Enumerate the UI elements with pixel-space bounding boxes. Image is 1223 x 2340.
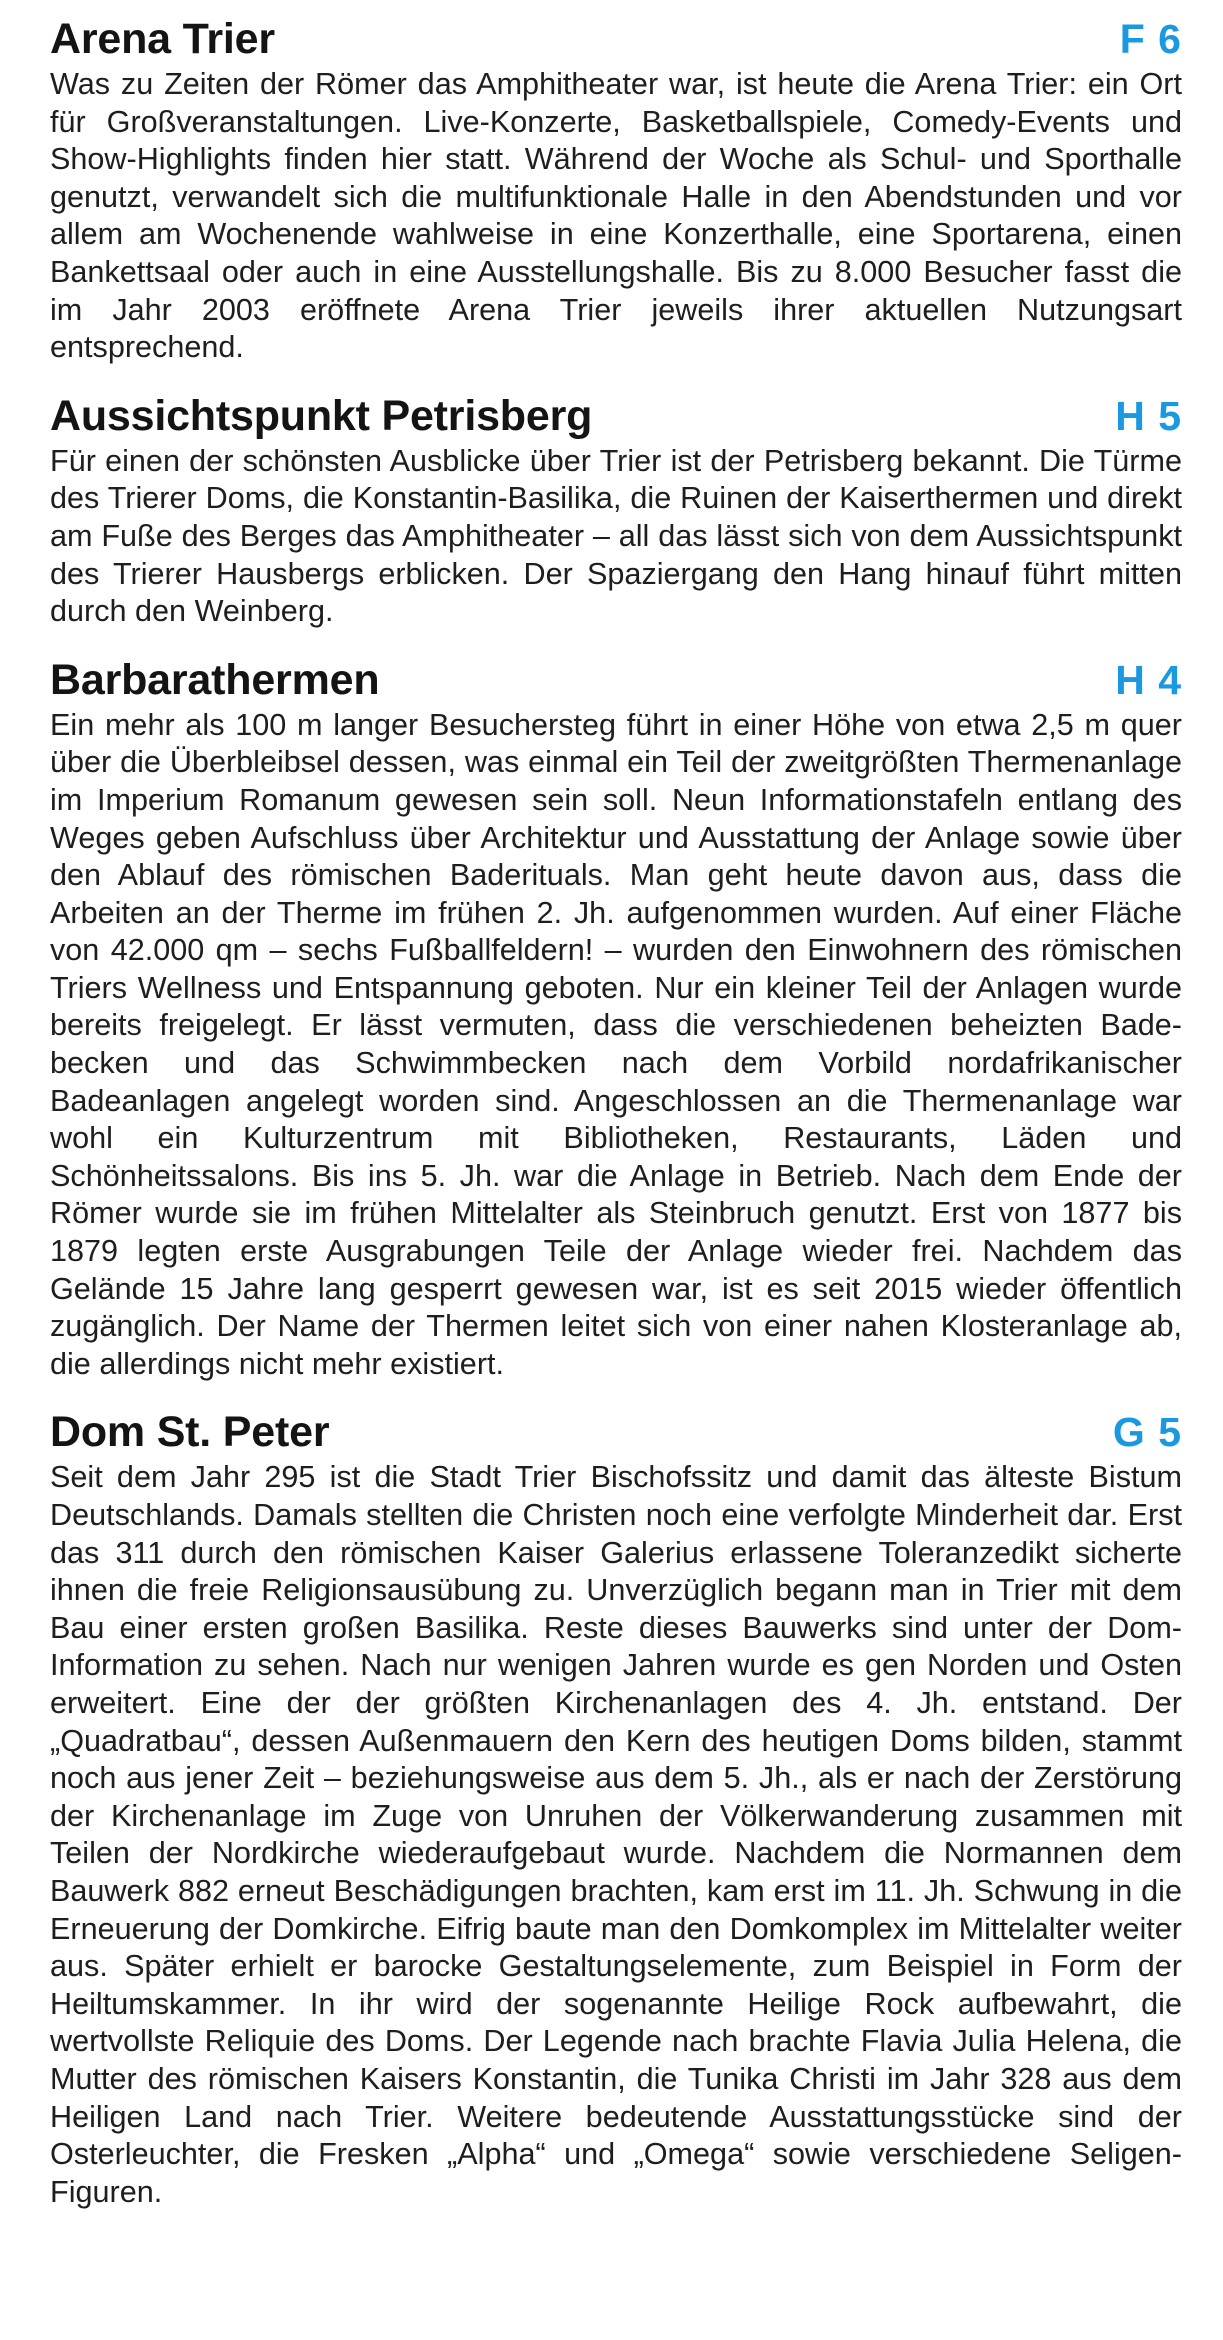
entry-description: Ein mehr als 100 m langer Besuchersteg führt in einer Höhe von etwa 2,5 m quer über die Überbleibsel dessen, was einmal ein Teil der zweitgrößten Thermenanlage im Imperium Romanum gewesen sein soll. Neun Informationstafeln entlang des Weges geben Aufschluss über Architektur und Ausstattung der Anlage sowie über den Ablauf des römischen Baderituals. Man geht heute davon aus, dass die Arbeiten an der Therme im frühen 2. Jh. aufgenommen wurden. Auf einer Fläche von 42.000 qm – sechs Fußballfeldern! – wurden den Einwohnern des römischen Triers Wellness und Entspannung geboten. Nur ein kleiner Teil der Anlagen wurde bereits freigelegt. Er lässt vermuten, dass die verschiedenen beheizten Badebecken und das Schwimmbecken nach dem Vorbild nordafrikanischer Badeanlagen angelegt worden sind. Angeschlossen an die Thermenanlage war wohl ein Kulturzentrum mit Bibliotheken, Restaurants, Läden und Schönheitssalons. Bis ins 5. Jh. war die Anlage in Betrieb. Nach dem Ende der Römer wurde sie im frühen Mittelalter als Steinbruch genutzt. Erst von 1877 bis 1879 legten erste Ausgrabungen Teile der Anlage wieder frei. Nachdem das Gelände 15 Jahre lang gesperrt gewesen war, ist es seit 2015 wieder öffentlich zugänglich. Der Name der Thermen leitet sich von einer nahen Klosteranlage ab, die allerdings nicht mehr existiert. <box>50 707 1182 1381</box>
entry-aussichtspunkt-petrisberg <box>50 389 1182 631</box>
entry-barbarathermen <box>50 653 1182 1384</box>
entry-title: Barbarathermen <box>50 655 380 704</box>
map-grid-reference: G 5 <box>1112 1409 1182 1456</box>
map-grid-reference: H 5 <box>1115 392 1182 439</box>
entry-title: Aussichtspunkt Petrisberg <box>50 391 593 440</box>
entry-arena-trier <box>50 12 1182 367</box>
entry-description: Für einen der schönsten Ausblicke über Trier ist der Petrisberg bekannt. Die Türme des Trierer Doms, die Konstantin-Basilika, die Ruinen der Kaiserthermen und direkt am Fuße des Berges das Amphitheater – all das lässt sich von dem Aussichtspunkt des Trierer Hausbergs erblicken. Der Spaziergang den Hang hinauf führt mitten durch den Weinberg. <box>50 443 1182 629</box>
entry-title: Arena Trier <box>50 15 275 63</box>
entry-header <box>50 389 1182 443</box>
entry-header <box>50 12 1182 66</box>
entry-dom-st-peter <box>50 1405 1182 2211</box>
entry-description: Seit dem Jahr 295 ist die Stadt Trier Bischofssitz und damit das älteste Bistum Deutschlands. Damals stellten die Christen noch eine verfolgte Minderheit dar. Erst das 311 durch den römischen Kaiser Galerius erlassene Toleranzedikt sicherte ihnen die freie Religionsausübung zu. Unverzüglich begann man in Trier mit dem Bau einer ersten großen Basilika. Reste dieses Bauwerks sind unter der Dom-Information zu sehen. Nach nur wenigen Jahren wurde es gen Norden und Osten erweitert. Eine der der größten Kirchenanlagen des 4. Jh. entstand. Der „Quadratbau“, dessen Außenmauern den Kern des heutigen Doms bilden, stammt noch aus jener Zeit – beziehungsweise aus dem 5. Jh., als er nach der Zerstörung der Kirchenanlage im Zuge von Unruhen der Völkerwanderung zusammen mit Teilen der Nordkirche wiederaufgebaut wurde. Nachdem die Normannen dem Bauwerk 882 erneut Beschädigungen brachten, kam erst im 11. Jh. Schwung in die Erneuerung der Domkirche. Eifrig baute man den Domkomplex im Mittelalter weiter aus. Später erhielt er barocke Gestaltungselemente, zum Beispiel in Form der Heiltumskammer. In ihr wird der sogenannte Heilige Rock aufbewahrt, die wertvollste Reliquie des Doms. Der Legende nach brachte Flavia Julia Helena, die Mutter des römischen Kaisers Konstantin, die Tunika Christi im Jahr 328 aus dem Heiligen Land nach Trier. Weitere bedeutende Ausstattungsstücke sind der Osterleuchter, die Fresken „Alpha“ und „Omega“ sowie verschiedene Seligen-Figuren. <box>50 1460 1182 2209</box>
entry-header <box>50 1405 1182 1459</box>
guide-page <box>50 12 1182 2211</box>
map-grid-reference: F 6 <box>1119 16 1182 62</box>
entry-description: Was zu Zeiten der Römer das Amphitheater war, ist heute die Arena Trier: ein Ort für Großveranstaltungen. Live-Konzerte, Basketballspiele, Comedy-Events und Show-Highlights finden hier statt. Während der Woche als Schul- und Sporthalle genutzt, verwandelt sich die multifunktionale Halle in den Abendstunden und vor allem am Wochenende wahlweise in eine Konzerthalle, eine Sportarena, einen Bankettsaal oder auch in eine Ausstellungshalle. Bis zu 8.000 Besucher fasst die im Jahr 2003 eröffnete Arena Trier jeweils ihrer aktuellen Nutzungsart entsprechend. <box>50 67 1182 365</box>
entry-title: Dom St. Peter <box>50 1408 330 1457</box>
map-grid-reference: H 4 <box>1115 656 1182 703</box>
entry-header <box>50 653 1182 707</box>
